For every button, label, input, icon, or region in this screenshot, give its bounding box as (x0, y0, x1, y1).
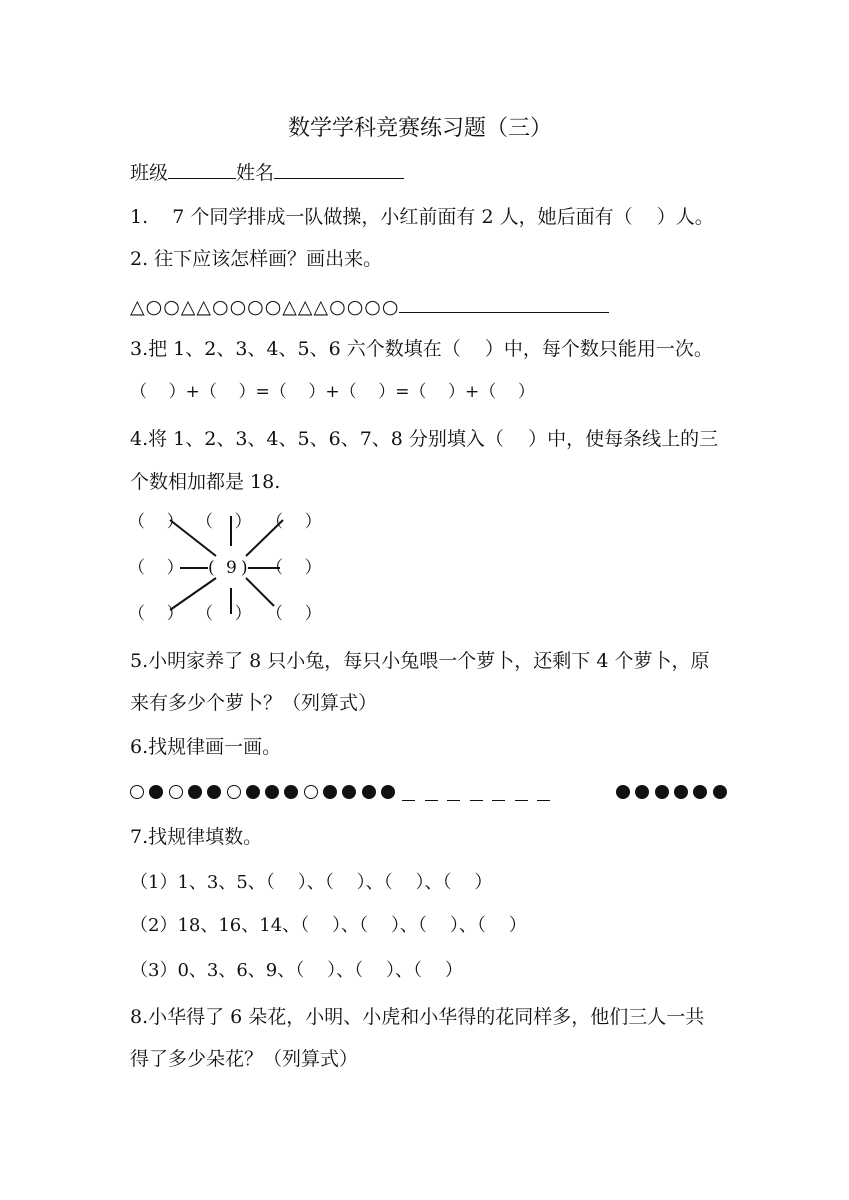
hollow-circle-icon (130, 785, 144, 799)
name-label: 姓名 (236, 162, 275, 184)
class-label: 班级 (130, 162, 169, 184)
question-4-line-1: 4.将 1、2、3、4、5、6、7、8 分别填入（ ）中，使每条线上的三 (130, 428, 719, 450)
paren-bottom-left[interactable]: （ ） (128, 604, 184, 624)
paren-bottom-right[interactable]: （ ） (266, 604, 322, 624)
pattern-blank[interactable] (470, 800, 483, 801)
question-4-line-2: 个数相加都是 18. (130, 471, 281, 493)
filled-circle-icon (635, 785, 649, 799)
question-3-equation: （ ）+（ ）=（ ）+（ ）=（ ）+（ ） (130, 382, 535, 402)
filled-circle-icon (188, 785, 202, 799)
filled-circle-icon (693, 785, 707, 799)
question-5-line-2: 来有多少个萝卜？（列算式） (130, 692, 378, 714)
name-blank[interactable] (274, 160, 404, 179)
pattern-blank[interactable] (402, 800, 415, 801)
center-number: 9 (226, 558, 237, 578)
paren-top-left[interactable]: （ ） (128, 512, 184, 532)
pattern-blank[interactable] (492, 800, 505, 801)
page-title: 数学学科竞赛练习题（三） (288, 116, 553, 141)
center-left-paren: ( (208, 558, 215, 578)
filled-circle-icon (323, 785, 337, 799)
question-6: 6.找规律画一画。 (130, 736, 282, 758)
number-star-diagram (128, 506, 328, 624)
filled-circle-icon (381, 785, 395, 799)
paren-top-right[interactable]: （ ） (266, 512, 322, 532)
pattern-answer-blank[interactable] (399, 294, 609, 313)
filled-circle-icon (655, 785, 669, 799)
circle-pattern (130, 782, 720, 804)
class-blank[interactable] (168, 160, 236, 179)
paren-bottom-center[interactable]: （ ） (196, 604, 252, 624)
pattern-blank[interactable] (537, 800, 550, 801)
paren-top-center[interactable]: （ ） (196, 512, 252, 532)
question-2-pattern-line (130, 294, 609, 317)
pattern-blank[interactable] (515, 800, 528, 801)
question-5-line-1: 5.小明家养了 8 只小兔，每只小兔喂一个萝卜，还剩下 4 个萝卜，原 (130, 650, 710, 672)
center-right-paren: ) (241, 558, 248, 578)
class-name-line (130, 160, 404, 183)
question-7: 7.找规律填数。 (130, 826, 263, 848)
filled-circle-icon (284, 785, 298, 799)
question-7-item-2: （2）18、16、14、（ ）、（ ）、（ ）、（ ） (130, 915, 527, 936)
question-8-line-2: 得了多少朵花？（列算式） (130, 1048, 359, 1070)
filled-circle-icon (149, 785, 163, 799)
filled-circle-icon (713, 785, 727, 799)
pattern-blank[interactable] (447, 800, 460, 801)
shape-pattern: △○○△△○○○○△△△○○○○ (130, 296, 400, 318)
paren-middle-left[interactable]: （ ） (128, 558, 184, 578)
hollow-circle-icon (227, 785, 241, 799)
question-7-item-3: （3）0、3、6、9、（ ）、（ ）、（ ） (130, 960, 463, 981)
line-lower-right (246, 578, 274, 606)
hollow-circle-icon (169, 785, 183, 799)
filled-circle-icon (265, 785, 279, 799)
question-1: 1. 7 个同学排成一队做操，小红前面有 2 人，她后面有（ ）人。 (130, 206, 714, 228)
question-3: 3.把 1、2、3、4、5、6 六个数填在（ ）中，每个数只能用一次。 (130, 338, 713, 360)
hollow-circle-icon (304, 785, 318, 799)
question-2: 2. 往下应该怎样画？画出来。 (130, 248, 383, 270)
question-8-line-1: 8.小华得了 6 朵花，小明、小虎和小华得的花同样多，他们三人一共 (130, 1006, 705, 1028)
question-7-item-1: （1）1、3、5、（ ）、（ ）、（ ）、（ ） (130, 872, 493, 893)
filled-circle-icon (246, 785, 260, 799)
filled-circle-icon (207, 785, 221, 799)
paren-middle-right[interactable]: （ ） (266, 558, 322, 578)
filled-circle-icon (616, 785, 630, 799)
filled-circle-icon (674, 785, 688, 799)
filled-circle-icon (342, 785, 356, 799)
filled-circle-icon (362, 785, 376, 799)
pattern-blank[interactable] (425, 800, 438, 801)
